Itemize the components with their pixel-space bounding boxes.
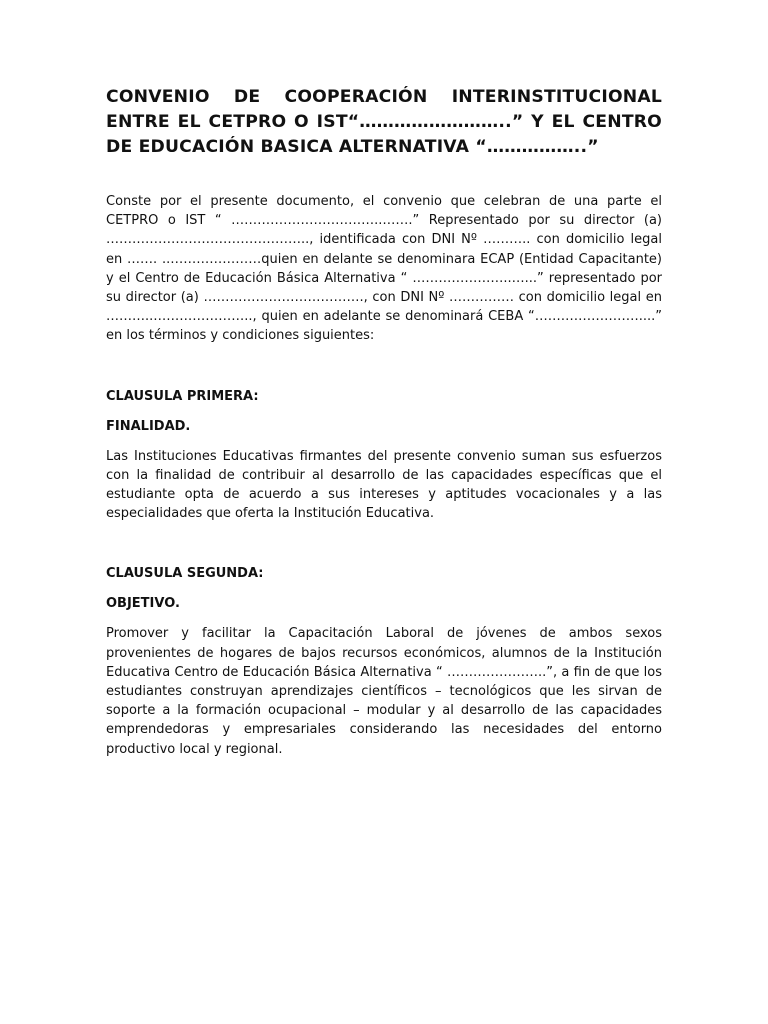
clause-heading: CLAUSULA SEGUNDA: xyxy=(106,566,264,582)
document-title: CONVENIO DE COOPERACIÓN INTERINSTITUCIONAL ENTRE EL CETPRO O IST“……………………..” Y EL CENTRO DE EDUCACIÓN BASICA ALTERNATIVA “……………..” xyxy=(106,87,662,157)
clause-body: Promover y facilitar la Capacitación Laboral de jóvenes de ambos sexos provenientes de hogares de bajos recursos económicos, alumnos de la Institución Educativa Centro de Educación Básica Alternativa “ …………………..”, a fin de que los estudiantes construyan aprendizajes científicos – tecnológicos que les sirvan de soporte a la formación ocupacional – modular y al desarrollo de las capacidades emprendedoras y empresariales considerando las necesidades del entorno productivo local y regional. xyxy=(106,626,662,757)
clause-subheading: OBJETIVO. xyxy=(106,596,180,612)
intro-paragraph: Conste por el presente documento, el convenio que celebran de una parte el CETPRO o IST “ ……………………………..…….” Representado por su director (a) ……………………………………….., identificada con DNI Nº ……….. con domicilio legal en ……. ..…………………quien en delante se denominara ECAP (Entidad Capacitante) y el Centro de Educación Básica Alternativa “ …………………..…...” representado por su director (a) ………………………………., con DNI Nº …………… con domicilio legal en ………..………………….., quien en adelante se denominará CEBA “……………………....” en los términos y condiciones siguientes: xyxy=(106,194,662,344)
clause-subheading: FINALIDAD. xyxy=(106,418,191,434)
document-page xyxy=(106,85,662,759)
clause-body: Las Instituciones Educativas firmantes del presente convenio suman sus esfuerzos con la finalidad de contribuir al desarrollo de las capacidades específicas que el estudiante opta de acuerdo a sus intereses y aptitudes vocacionales y a las especialidades que oferta la Institución Educativa. xyxy=(106,448,662,522)
clause-first xyxy=(106,387,662,524)
clause-heading: CLAUSULA PRIMERA: xyxy=(106,388,259,404)
clause-second xyxy=(106,564,662,758)
